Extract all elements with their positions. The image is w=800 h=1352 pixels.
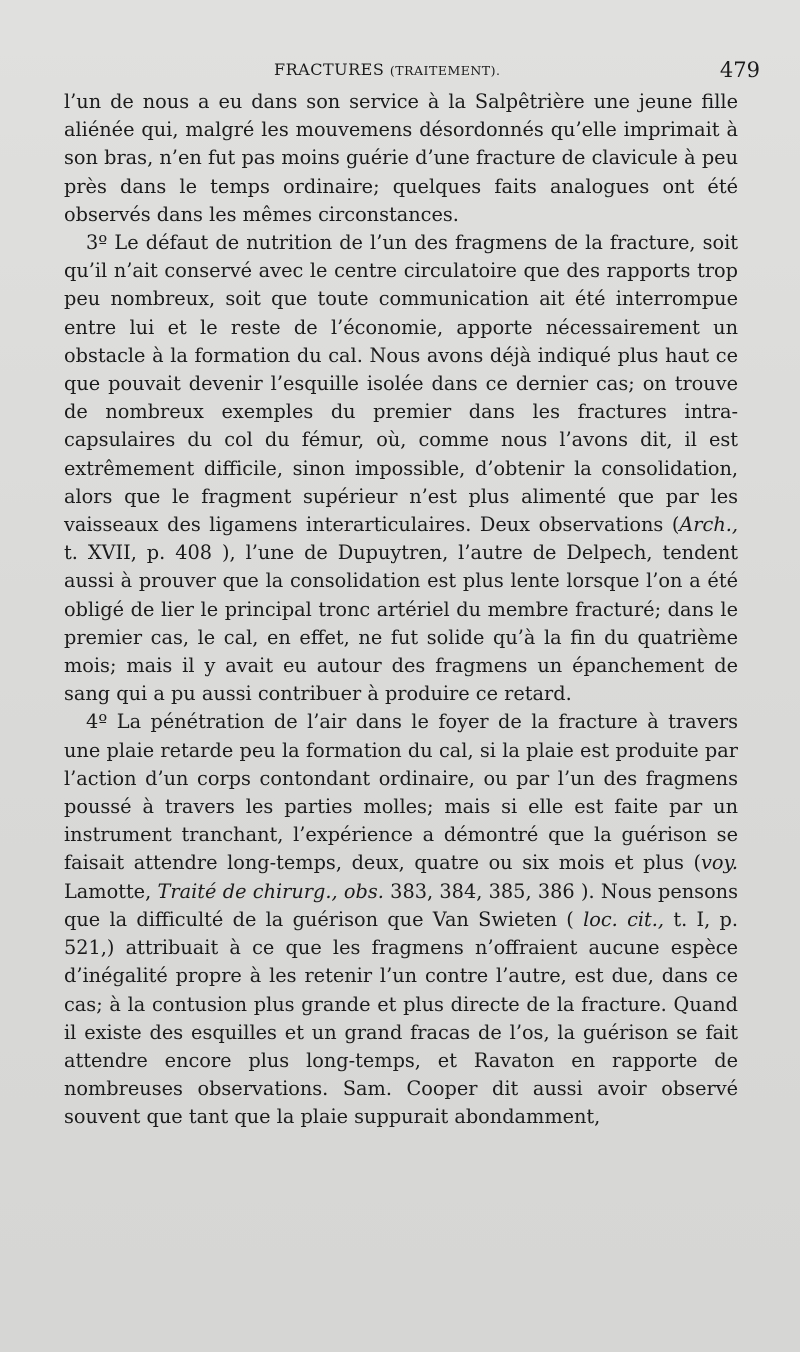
paragraph-text: Lamotte,: [64, 879, 158, 903]
paragraph-continued: [64, 88, 738, 229]
paragraph-text: t. XVII, p. 408 ), l’une de Dupuytren, l’autre de Delpech, tendent aussi à prouver que la consolidation est plus lente lorsque l’on a été obligé de lier le principal tronc artériel du membre fracturé; dans le premier cas, le cal, en effet, ne fut solide qu’à la fin du quatrième mois; mais il y avait eu autour des fragmens un épanchement de sang qui a pu aussi contribuer à produire ce retard.: [64, 541, 738, 706]
paragraph-text: 3º Le défaut de nutrition de l’un des fragmens de la fracture, soit qu’il n’ait conservé avec le centre circulatoire que des rapports trop peu nombreux, soit que toute communication ait été interrompue entre lui et le reste de l’économie, apporte nécessairement un obstacle à la formation du cal. Nous avons déjà indiqué plus haut ce que pouvait devenir l’esquille isolée dans ce dernier cas; on trouve de nombreux exemples du premier dans les fractures intra-capsulaires du col du fémur, où, comme nous l’avons dit, il est extrêmement difficile, sinon impossible, d’obtenir la consolidation, alors que le fragment supérieur n’est plus alimenté que par les vaisseaux des ligamens interarticulaires. Deux observations (: [64, 231, 738, 537]
page-header: [64, 58, 764, 88]
paragraph-text: 4º La pénétration de l’air dans le foyer de la fracture à travers une plaie retarde peu la formation du cal, si la plaie est produite par l’action d’un corps contondant ordinaire, ou par l’un des fragmens poussé à travers les parties molles; mais si elle est faite par un instrument tranchant, l’expérience a démontré que la guérison se faisait attendre long-temps, deux, quatre ou six mois et plus (: [64, 710, 738, 875]
running-title-main: FRACTURES: [274, 60, 385, 79]
citation-italic: loc. cit.,: [583, 907, 665, 931]
paragraph-text: t. I, p. 521,) attribuait à ce que les fragmens n’offraient aucune espèce d’inégalité propre à les retenir l’un contre l’autre, est due, dans ce cas; à la contusion plus grande et plus directe de la fracture. Quand il existe des esquilles et un grand fracas de l’os, la guérison se fait attendre encore plus long-temps, et Ravaton en rapporte de nombreuses observations. Sam. Cooper dit aussi avoir observé souvent que tant que la plaie suppurait abondamment,: [64, 907, 739, 1129]
running-title-sub: (TRAITEMENT).: [389, 63, 501, 78]
body-text: [64, 88, 738, 1132]
running-title: [274, 60, 501, 79]
citation-italic: Traité de chirurg., obs.: [157, 879, 384, 903]
paragraph-text: 383, 384, 385, 386 ). Nous pensons que la difficulté de la guérison que Van Swieten (: [64, 879, 738, 931]
citation-italic: voy.: [701, 851, 738, 875]
page-number: 479: [719, 58, 760, 82]
citation-italic: Arch.,: [679, 513, 738, 537]
paragraph-text: l’un de nous a eu dans son service à la Salpêtrière une jeune fille aliénée qui, malgré les mouvemens désordonnés qu’elle imprimait à son bras, n’en fut pas moins guérie d’une fracture de clavicule à peu près dans le temps ordinaire; quelques faits analogues ont été observés dans les mêmes circonstances.: [64, 90, 738, 226]
paragraph-air: [64, 708, 738, 1131]
paragraph-nutrition: [64, 229, 738, 708]
